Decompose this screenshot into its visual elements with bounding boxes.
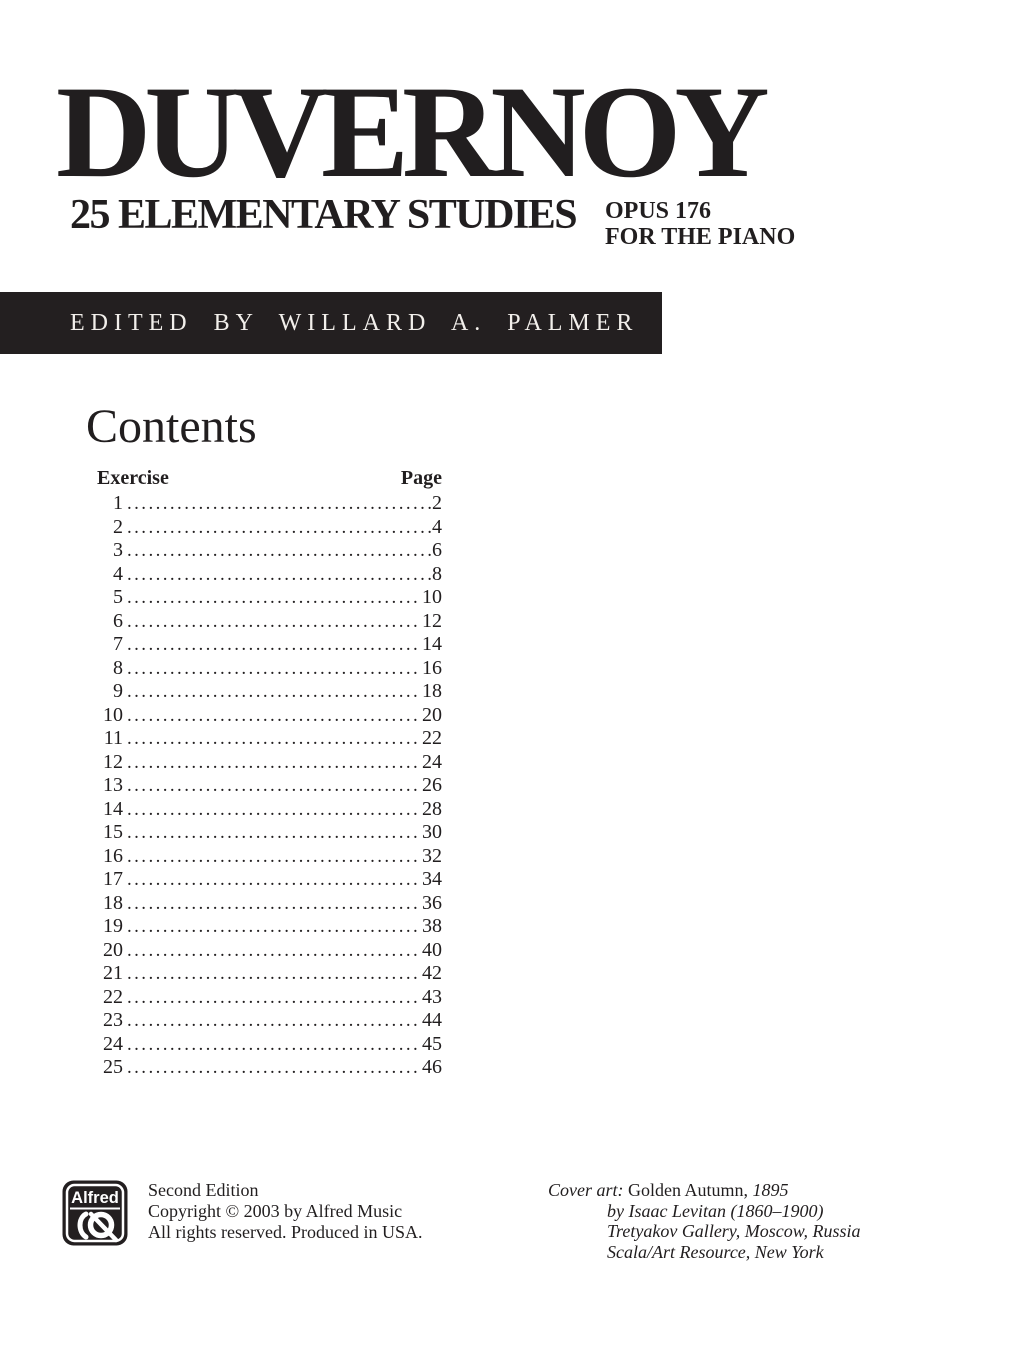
toc-page-number: 30 (422, 821, 442, 843)
toc-row (95, 563, 442, 587)
toc-row (95, 1009, 442, 1033)
toc-row (95, 774, 442, 798)
toc-page-number: 22 (422, 727, 442, 749)
toc-row (95, 492, 442, 516)
toc-header (97, 468, 442, 488)
toc-page-number: 40 (422, 938, 442, 961)
cover-art-title: Golden Autumn, (628, 1180, 748, 1200)
toc-exercise-number: 5 (113, 586, 123, 608)
copyright-line: Copyright © 2003 by Alfred Music (148, 1201, 403, 1221)
toc-row (95, 680, 442, 704)
rights-line: All rights reserved. Produced in USA. (148, 1222, 423, 1242)
cover-art-label: Cover art: (548, 1180, 624, 1200)
toc-dot-leader (127, 962, 421, 986)
toc-row (95, 539, 442, 563)
toc-exercise-number: 13 (103, 774, 123, 796)
toc-exercise-number: 17 (103, 868, 123, 890)
toc-row (95, 751, 442, 775)
toc-column-exercise: Exercise (97, 467, 169, 489)
toc-dot-leader (127, 798, 421, 822)
cover-art-credit (548, 1180, 860, 1262)
toc-page-number: 32 (422, 844, 442, 867)
toc-page-number: 18 (422, 680, 442, 702)
toc-row (95, 892, 442, 916)
toc-row (95, 868, 442, 892)
toc-page-number: 28 (422, 797, 442, 820)
toc-row (95, 586, 442, 610)
toc-dot-leader (127, 633, 421, 657)
toc-dot-leader (127, 492, 431, 516)
toc-exercise-number: 16 (103, 844, 123, 867)
toc-row (95, 727, 442, 751)
toc-dot-leader (127, 586, 421, 610)
toc-row (95, 962, 442, 986)
toc-dot-leader (127, 1033, 421, 1057)
cover-art-line (548, 1180, 860, 1201)
toc-exercise-number: 10 (103, 703, 123, 726)
toc-page-number: 14 (422, 633, 442, 655)
toc-row (95, 657, 442, 681)
toc-exercise-number: 24 (103, 1032, 123, 1055)
toc-row (95, 821, 442, 845)
toc-page-number: 4 (432, 515, 442, 538)
edited-by-text: EDITED BY WILLARD A. PALMER (70, 309, 639, 336)
alfred-logo-text: Alfred (71, 1189, 119, 1207)
toc-row (95, 610, 442, 634)
page-title: DUVERNOY (56, 58, 763, 205)
toc-page-number: 46 (422, 1056, 442, 1078)
toc-page-number: 45 (422, 1032, 442, 1055)
toc-row (95, 939, 442, 963)
toc-dot-leader (127, 939, 421, 963)
toc-exercise-number: 14 (103, 797, 123, 820)
toc-dot-leader (127, 680, 421, 704)
toc-exercise-number: 8 (113, 656, 123, 679)
toc-exercise-number: 21 (103, 962, 123, 984)
credit-lines (607, 1201, 860, 1263)
toc-dot-leader (127, 727, 421, 751)
toc-exercise-number: 18 (103, 891, 123, 914)
contents-heading: Contents (86, 400, 257, 453)
toc-dot-leader (127, 1009, 421, 1033)
toc-dot-leader (127, 657, 421, 681)
toc-column-page: Page (400, 467, 442, 489)
toc-row (95, 704, 442, 728)
credit-gallery-line: Tretyakov Gallery, Moscow, Russia (607, 1221, 861, 1241)
toc-exercise-number: 7 (113, 633, 123, 655)
toc-dot-leader (127, 986, 421, 1010)
credit-resource-line: Scala/Art Resource, New York (607, 1241, 824, 1262)
opus-line: OPUS 176 (605, 198, 712, 224)
toc-row (95, 516, 442, 540)
toc-exercise-number: 15 (103, 821, 123, 843)
toc-row (95, 845, 442, 869)
toc-exercise-number: 4 (113, 562, 123, 585)
toc-dot-leader (127, 821, 421, 845)
toc-row (95, 1056, 442, 1080)
toc-exercise-number: 12 (103, 750, 123, 773)
copyright-block (148, 1180, 422, 1243)
toc-page-number: 43 (422, 985, 442, 1008)
toc-dot-leader (127, 563, 431, 587)
toc-page-number: 24 (422, 750, 442, 773)
toc-page-number: 26 (422, 774, 442, 796)
toc-row (95, 633, 442, 657)
toc-exercise-number: 11 (103, 727, 123, 749)
toc-page-number: 8 (432, 562, 442, 585)
credit-artist-line: by Isaac Levitan (1860–1900) (607, 1200, 824, 1221)
toc-row (95, 986, 442, 1010)
alfred-logo (62, 1180, 128, 1246)
toc-page-number: 6 (432, 539, 442, 561)
toc-page-number: 16 (422, 656, 442, 679)
toc-page-number: 38 (422, 915, 442, 937)
toc-dot-leader (127, 539, 431, 563)
toc-page-number: 34 (422, 868, 442, 890)
toc-dot-leader (127, 751, 421, 775)
toc-exercise-number: 22 (103, 985, 123, 1008)
toc-list (95, 492, 442, 1080)
toc-exercise-number: 6 (113, 609, 123, 632)
toc-dot-leader (127, 516, 431, 540)
toc-dot-leader (127, 704, 421, 728)
toc-dot-leader (127, 915, 421, 939)
toc-dot-leader (127, 892, 421, 916)
toc-page-number: 44 (422, 1009, 442, 1031)
toc-exercise-number: 3 (113, 539, 123, 561)
toc-page-number: 42 (422, 962, 442, 984)
toc-page-number: 12 (422, 609, 442, 632)
toc-exercise-number: 1 (113, 492, 123, 514)
toc-page-number: 20 (422, 703, 442, 726)
toc-dot-leader (127, 1056, 421, 1080)
toc-page-number: 36 (422, 891, 442, 914)
toc-exercise-number: 2 (113, 515, 123, 538)
toc-dot-leader (127, 845, 421, 869)
toc-exercise-number: 9 (113, 680, 123, 702)
toc-row (95, 1033, 442, 1057)
toc-exercise-number: 19 (103, 915, 123, 937)
toc-page-number: 2 (432, 492, 442, 514)
toc-dot-leader (127, 774, 421, 798)
opus-block (605, 198, 795, 250)
toc-exercise-number: 20 (103, 938, 123, 961)
toc-dot-leader (127, 868, 421, 892)
toc-page-number: 10 (422, 586, 442, 608)
edited-by-banner (0, 292, 662, 354)
toc-exercise-number: 23 (103, 1009, 123, 1031)
edition-line: Second Edition (148, 1180, 259, 1200)
toc-dot-leader (127, 610, 421, 634)
for-the-piano-line: FOR THE PIANO (605, 224, 796, 250)
subtitle: 25 ELEMENTARY STUDIES (70, 192, 577, 238)
toc-row (95, 915, 442, 939)
toc-exercise-number: 25 (103, 1056, 123, 1078)
cover-art-year: 1895 (752, 1180, 789, 1200)
toc-row (95, 798, 442, 822)
